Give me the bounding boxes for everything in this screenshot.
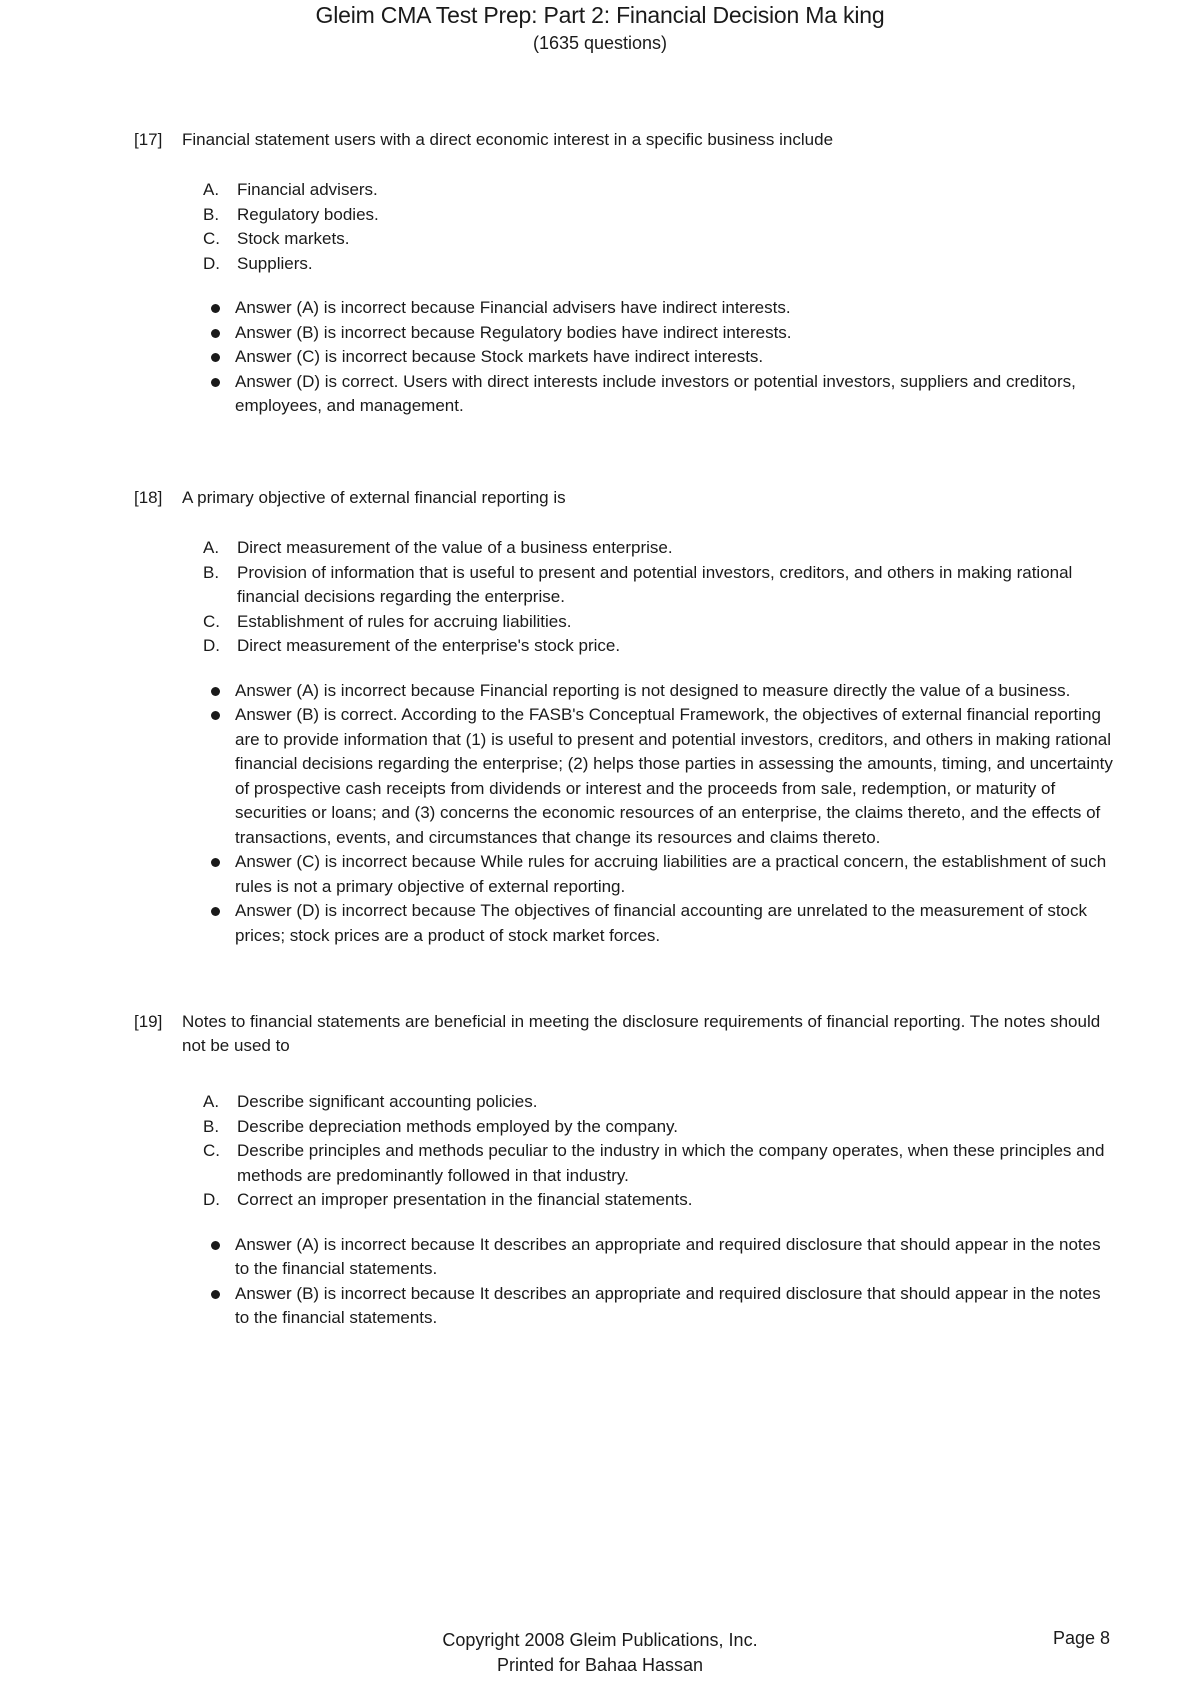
choice-letter: A. [203,180,220,199]
question-text: A primary objective of external financial reporting is [182,488,566,507]
bullet-icon [201,679,235,704]
choice-text: Direct measurement of the value of a business enterprise. [237,538,673,557]
answer-text: Answer (A) is incorrect because It describes an appropriate and required disclosure that should appear in the notes to the financial statements. [235,1234,1101,1278]
answer-text: Answer (B) is incorrect because It describes an appropriate and required disclosure that should appear in the notes to the financial statements. [235,1283,1101,1327]
choice-text: Correct an improper presentation in the financial statements. [237,1190,693,1209]
question-number: [17] [134,130,163,149]
choice-c [201,227,1114,252]
answer-c [201,850,1114,899]
answer-b [201,703,1114,850]
choice-text: Provision of information that is useful to present and potential investors, creditors, and others in making rational financial decisions regarding the enterprise. [237,562,1073,606]
choice-letter: D. [203,636,220,655]
choice-text: Establishment of rules for accruing liabilities. [237,611,572,631]
bullet-icon [201,703,235,850]
answer-explanations [201,1233,1114,1331]
choice-text: Financial advisers. [237,180,378,199]
printed-for: Printed for Bahaa Hassan [496,1655,704,1675]
answer-text: Answer (A) is incorrect because Financial reporting is not designed to measure directly the value of a business. [235,680,1071,700]
question-stem [134,128,1114,152]
choice-text: Stock markets. [237,229,350,248]
question-number: [18] [134,488,163,507]
choice-letter: B. [203,204,220,224]
choice-a [201,1090,1114,1115]
choice-letter: A. [203,538,220,557]
bullet-icon [201,1282,235,1331]
question-text: Financial statement users with a direct economic interest in a specific business include [182,130,834,149]
bullet-icon [201,370,235,419]
answer-text: Answer (A) is incorrect because Financial advisers have indirect interests. [235,298,791,317]
answer-a [201,296,1114,321]
page-footer [0,1628,1200,1678]
copyright-notice: Copyright 2008 Gleim Publications, Inc. [442,1630,758,1650]
question-17 [134,128,1114,419]
choice-list [201,536,1114,659]
answer-explanations [201,296,1114,419]
answer-a [201,679,1114,704]
page-number: Page 8 [1052,1628,1110,1648]
choice-b [201,561,1114,610]
question-number: [19] [134,1012,163,1031]
answer-d [201,899,1114,948]
choice-text: Regulatory bodies. [237,204,379,224]
question-count: (1635 questions) [532,33,668,53]
choice-letter: D. [203,1190,220,1209]
choice-letter: C. [203,611,220,631]
answer-text: Answer (C) is incorrect because While rules for accruing liabilities are a practical concern, the establishment of such rules is not a primary objective of external reporting. [235,852,1107,896]
answer-b [201,1282,1114,1331]
choice-text: Describe depreciation methods employed by the company. [237,1116,678,1136]
choice-b [201,1115,1114,1140]
choice-d [201,252,1114,277]
answer-d [201,370,1114,419]
question-stem [134,486,1114,510]
choice-list [201,1090,1114,1213]
choice-text: Direct measurement of the enterprise's stock price. [237,636,621,655]
document-title: Gleim CMA Test Prep: Part 2: Financial Decision Ma king [315,2,885,28]
question-18 [134,486,1114,948]
choice-c [201,1139,1114,1188]
bullet-icon [201,321,235,346]
bullet-icon [201,296,235,321]
choice-letter: D. [203,253,220,273]
choice-text: Describe significant accounting policies. [237,1092,538,1111]
bullet-icon [201,1233,235,1282]
choice-b [201,203,1114,228]
answer-b [201,321,1114,346]
answer-text: Answer (D) is correct. Users with direct interests include investors or potential investors, suppliers and creditors, employees, and management. [235,371,1076,415]
question-19 [134,1010,1114,1331]
answer-text: Answer (D) is incorrect because The objectives of financial accounting are unrelated to the measurement of stock prices; stock prices are a product of stock market forces. [235,901,1088,945]
choice-list [201,178,1114,276]
choice-letter: A. [203,1092,220,1111]
answer-a [201,1233,1114,1282]
question-stem [134,1010,1114,1058]
choice-a [201,536,1114,561]
choice-letter: B. [203,1116,220,1136]
choice-text: Suppliers. [237,253,313,273]
answer-explanations [201,679,1114,949]
answer-text: Answer (B) is incorrect because Regulatory bodies have indirect interests. [235,322,792,342]
answer-text: Answer (B) is correct. According to the FASB's Conceptual Framework, the objectives of external financial reporting are to provide information that (1) is useful to present and potential investors, creditors, and others in making rational financial decisions regarding the enterprise; (2) helps those parties in assessing the amounts, timing, and uncertainty of prospective cash receipts from dividends or interest and the proceeds from sale, redemption, or maturity of securities or loans; and (3) concerns the economic resources of an enterprise, the claims thereto, and the effects of transactions, events, and circumstances that change its resources and claims thereto. [235,705,1113,847]
bullet-icon [201,850,235,899]
choice-d [201,1188,1114,1213]
question-text: Notes to financial statements are beneficial in meeting the disclosure requirements of financial reporting. The notes should not be used to [182,1012,1101,1055]
choice-c [201,610,1114,635]
bullet-icon [201,899,235,948]
choice-a [201,178,1114,203]
page-header [0,0,1200,54]
choice-d [201,634,1114,659]
choice-text: Describe principles and methods peculiar to the industry in which the company operates, when these principles and methods are predominantly followed in that industry. [237,1141,1105,1185]
choice-letter: C. [203,229,220,248]
answer-c [201,345,1114,370]
choice-letter: C. [203,1141,220,1160]
bullet-icon [201,345,235,370]
answer-text: Answer (C) is incorrect because Stock markets have indirect interests. [235,347,764,366]
choice-letter: B. [203,562,220,582]
